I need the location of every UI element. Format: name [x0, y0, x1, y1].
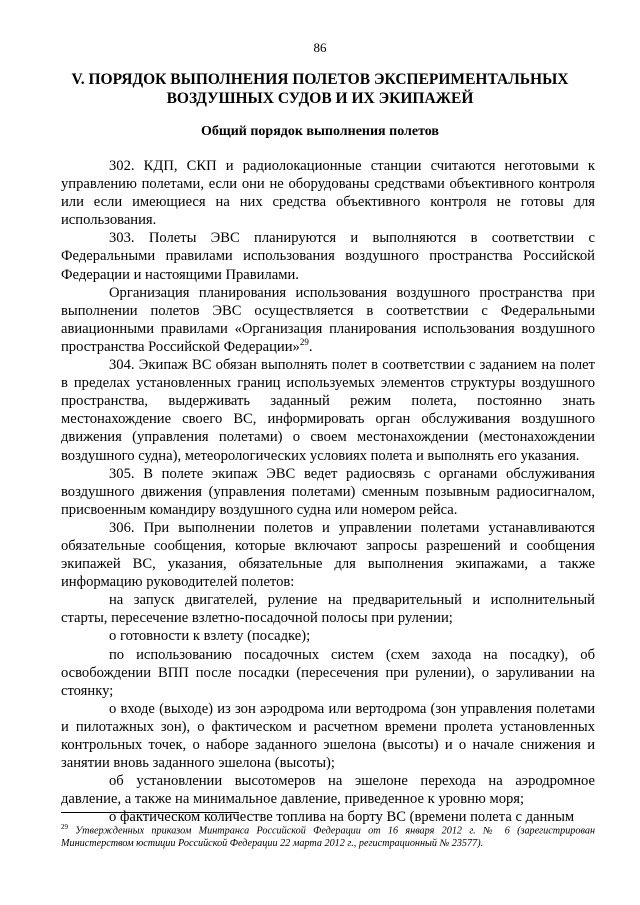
list-item: по использованию посадочных систем (схем захода на посадку), об освобождении ВПП после посадки (пересечения при рулении), о заруливании на стоянку; — [61, 646, 595, 699]
section-title-line-2: ВОЗДУШНЫХ СУДОВ И ИХ ЭКИПАЖЕЙ — [166, 90, 474, 107]
list-item: о фактическом количестве топлива на борту ВС (времени полета с данным — [109, 809, 575, 826]
paragraph-304: 304. Экипаж ВС обязан выполнять полет в соответствии с заданием на полет в пределах установленных границ используемых элементов структуры воздушного пространства, выдерживать заданный режим полета, постоянно знать местонахождение своего ВС, информировать орган обслуживания воздушного движения (управления полетами) о своем местонахождении (местонахождении воздушного судна), метеорологических условиях полета и выполнять его указания. — [61, 357, 595, 464]
paragraph-306: 306. При выполнении полетов и управлении полетами устанавливаются обязательные сообщения, которые включают запросы разрешений и сообщения экипажей ВС, указания, обязательные для выполнения экипажами, а также информацию руководителей полетов: — [61, 519, 595, 591]
footnote-reference-suffix: . — [308, 338, 313, 355]
paragraph-305: 305. В полете экипаж ЭВС ведет радиосвязь с органами обслуживания воздушного движения (управления полетами) сменным позывным радиосигналом, присвоенным командиру воздушного судна или номером рейса. — [61, 465, 595, 518]
footnote-marker: 29 — [61, 823, 68, 831]
footnote-divider — [61, 812, 239, 813]
page-number: 86 — [313, 40, 327, 55]
list-item: об установлении высотомеров на эшелоне перехода на аэродромное давление, а также на минимальное давление, приведенное к уровню моря; — [61, 773, 595, 808]
list-item: о готовности к взлету (посадке); — [109, 628, 311, 645]
paragraph-text: Организация планирования использования воздушного пространства при выполнении полетов ЭВС осуществляется в соответствии с Федеральными авиационными правилами «Организация планирования использования воздушного пространства Российской Федерации» — [61, 284, 595, 355]
section-title — [60, 70, 580, 108]
paragraph-303: 303. Полеты ЭВС планируются и выполняются в соответствии с Федеральными правилами использования воздушного пространства Российской Федерации и настоящими Правилами. — [61, 230, 595, 283]
footnote — [61, 821, 595, 850]
section-subtitle: Общий порядок выполнения полетов — [201, 124, 439, 139]
list-item: на запуск двигателей, руление на предварительный и исполнительный старты, пересечение взлетно-посадочной полосы при рулении; — [61, 592, 595, 627]
section-title-line-1: V. ПОРЯДОК ВЫПОЛНЕНИЯ ПОЛЕТОВ ЭКСПЕРИМЕНТАЛЬНЫХ — [71, 71, 569, 88]
footnote-text: Утвержденных приказом Минтранса Российской Федерации от 16 января 2012 г. № 6 (зарегистрирован Министерством юстиции Российской Федерации 22 марта 2012 г., регистрационный № 23577). — [61, 825, 595, 850]
list-item: о входе (выходе) из зон аэродрома или вертодрома (зон управления полетами и пилотажных зон), о фактическом и расчетном времени пролета установленных контрольных точек, о наборе заданного эшелона (высоты) и о начале снижения и занятии вновь заданного эшелона (высоты); — [61, 700, 595, 772]
footnote-reference[interactable]: 29 — [299, 337, 309, 348]
document-body — [61, 157, 595, 826]
paragraph-302: 302. КДП, СКП и радиолокационные станции считаются неготовыми к управлению полетами, если они не оборудованы средствами объективного контроля или если имеющиеся на них средства объективного контроля не готовы для использования. — [61, 158, 595, 229]
paragraph-303-continued — [61, 284, 595, 356]
